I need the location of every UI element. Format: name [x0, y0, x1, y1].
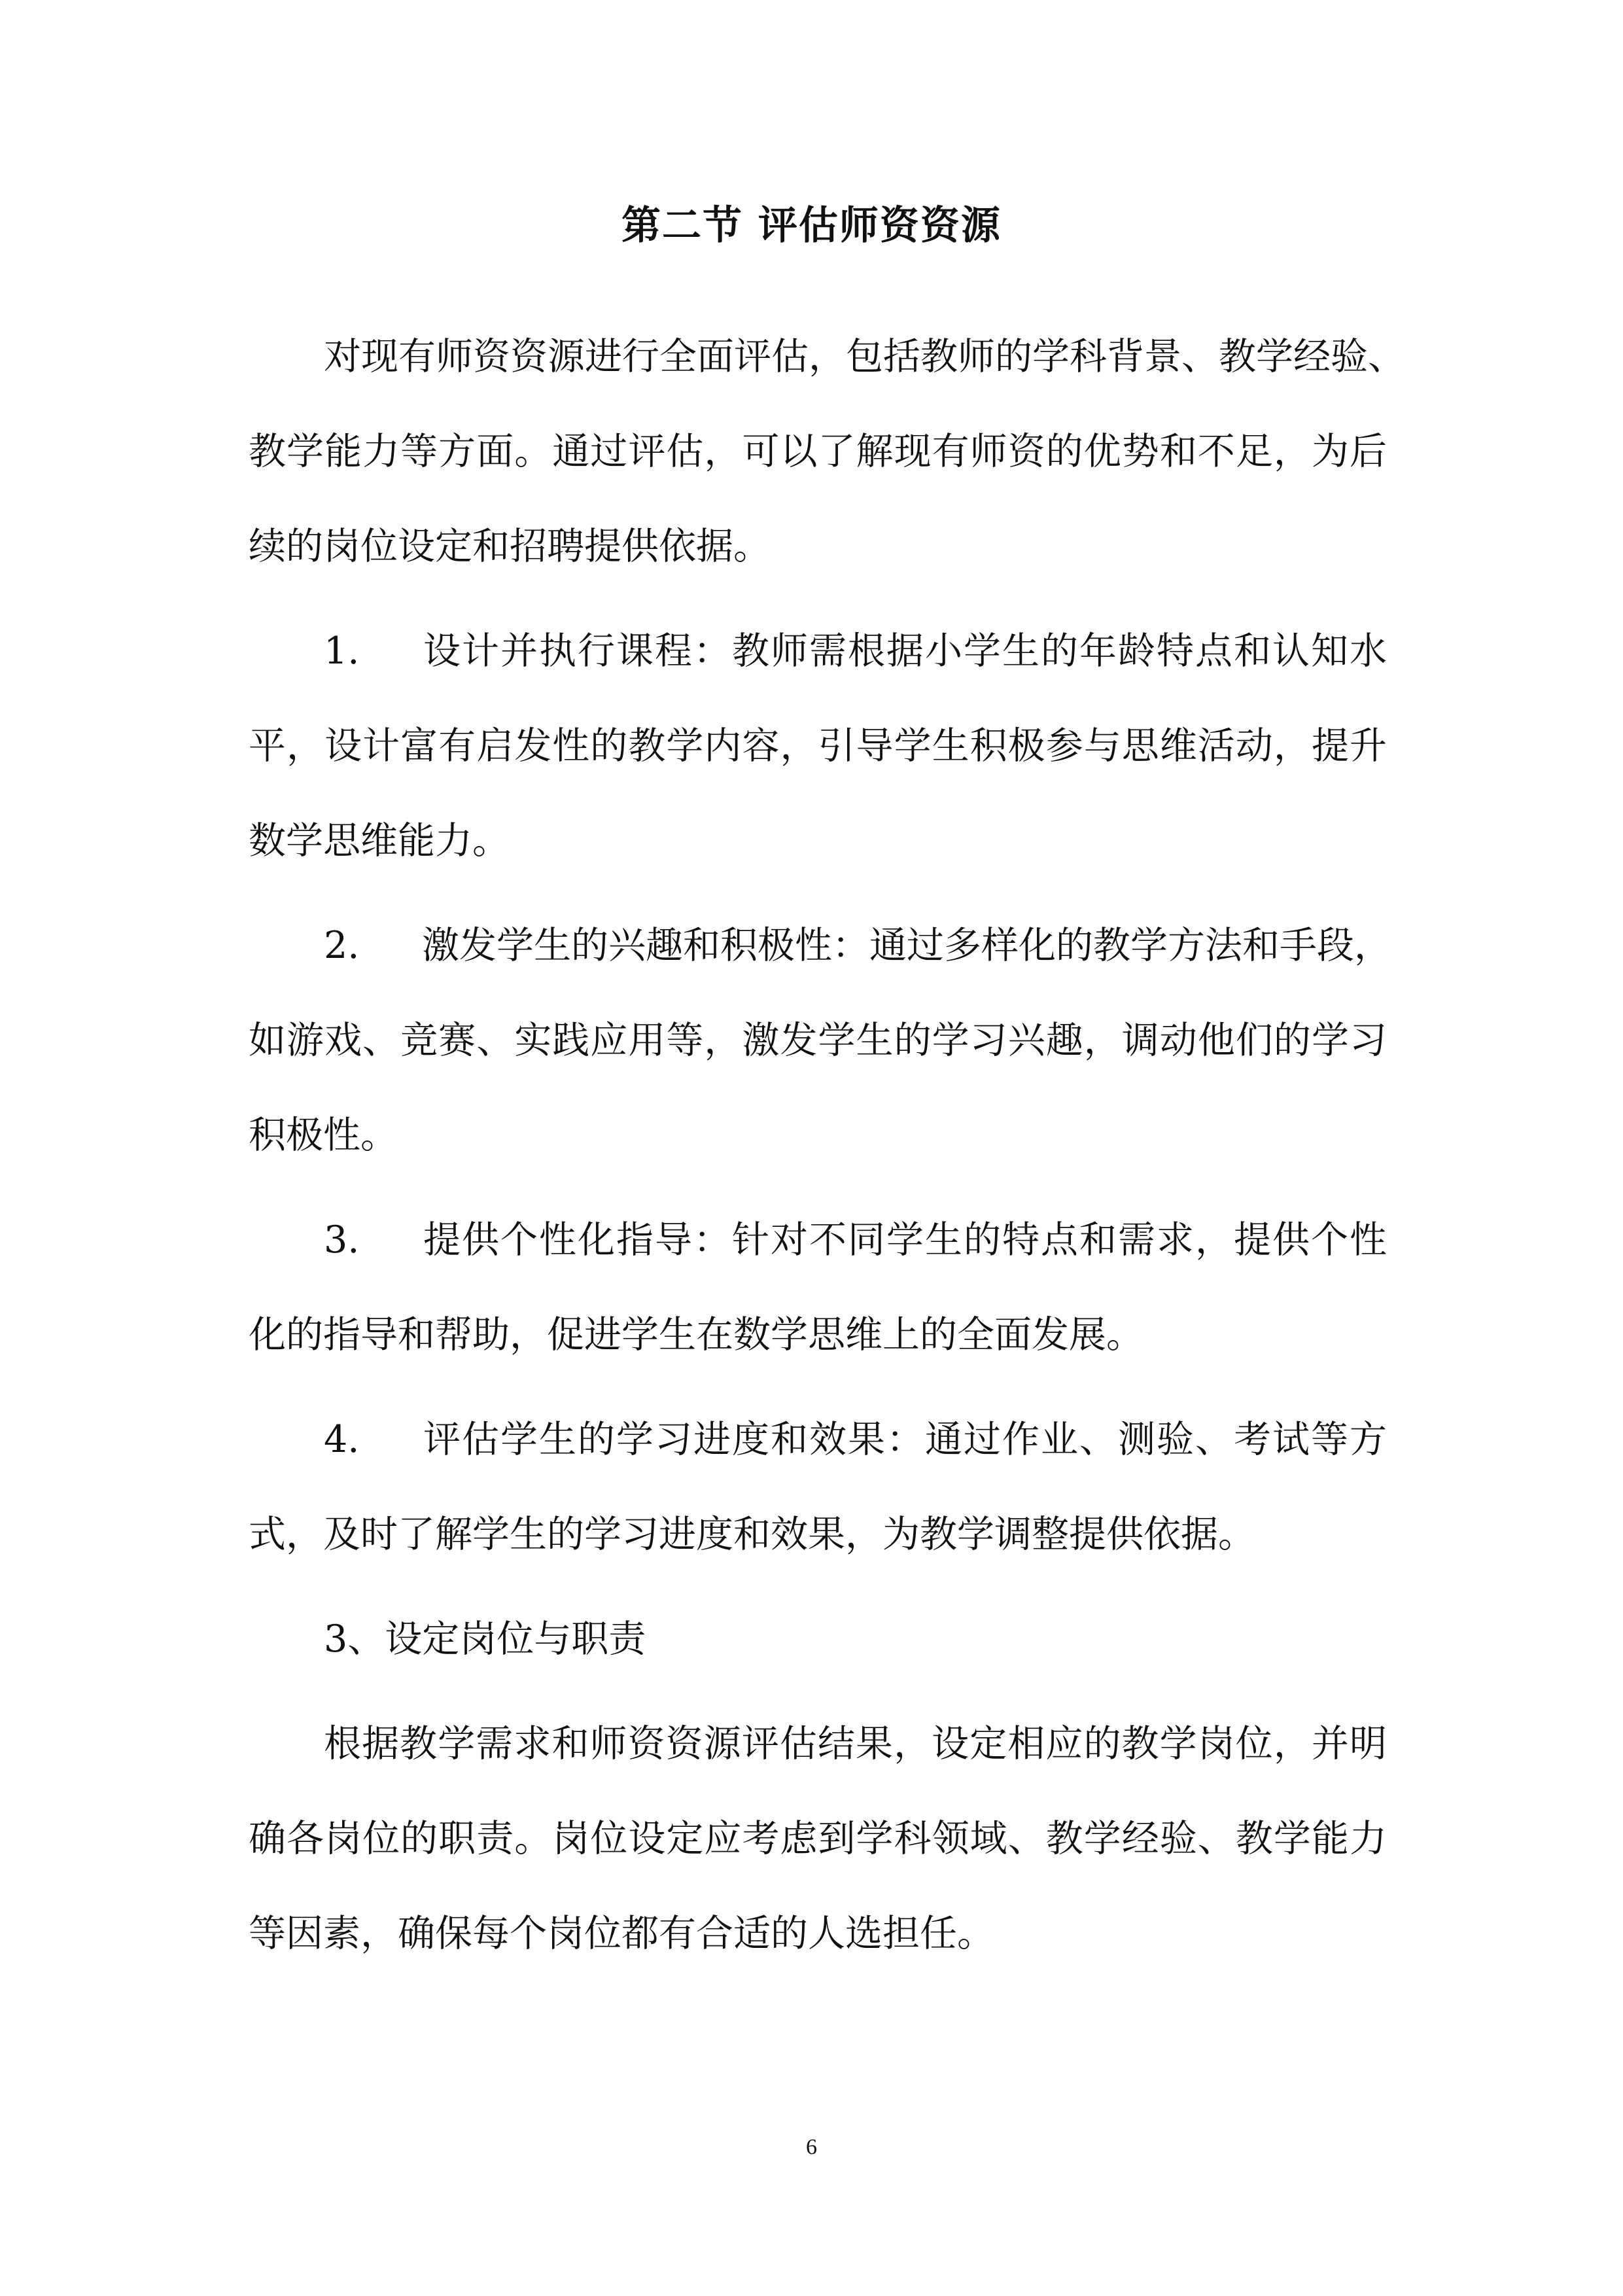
list-item-first-line: [249, 625, 1387, 677]
intro-line: 续的岗位设定和招聘提供依据。: [249, 525, 771, 568]
closing-line: 根据教学需求和师资资源评估结果，设定相应的教学岗位，并明: [324, 1722, 1387, 1765]
page-number: 6: [806, 2135, 817, 2159]
list-item-line: 如游戏、竞赛、实践应用等，激发学生的学习兴趣，调动他们的学习: [249, 1019, 1387, 1062]
list-item-text: 激发学生的兴趣和积极性：通过多样化的教学方法和手段，: [422, 924, 1391, 967]
closing-line: 等因素，确保每个岗位都有合适的人选担任。: [249, 1912, 994, 1955]
list-item-number: 1.: [324, 629, 360, 673]
intro-line: 对现有师资资源进行全面评估，包括教师的学科背景、教学经验、: [324, 335, 1405, 378]
closing-line: 确各岗位的职责。岗位设定应考虑到学科领域、教学经验、教学能力: [249, 1817, 1387, 1860]
list-item-first-line: [249, 1413, 1387, 1466]
list-item-line: 式，及时了解学生的学习进度和效果，为教学调整提供依据。: [249, 1513, 1255, 1556]
intro-line: 教学能力等方面。通过评估，可以了解现有师资的优势和不足，为后: [249, 430, 1387, 473]
list-item-number: 3.: [324, 1218, 360, 1262]
list-item-number: 4.: [324, 1418, 360, 1461]
list-item-text: 提供个性化指导：针对不同学生的特点和需求，提供个性: [422, 1218, 1387, 1262]
list-item-line: 化的指导和帮助，促进学生在数学思维上的全面发展。: [249, 1313, 1143, 1356]
list-item-line: 平，设计富有启发性的教学内容，引导学生积极参与思维活动，提升: [249, 724, 1387, 768]
list-item-text: 评估学生的学习进度和效果：通过作业、测验、考试等方: [422, 1418, 1387, 1461]
list-item-number: 2.: [324, 924, 360, 967]
list-item-line: 数学思维能力。: [249, 819, 510, 862]
list-item-first-line: [249, 1214, 1387, 1266]
list-item-first-line: [249, 919, 1391, 972]
section-title: 第二节 评估师资资源: [621, 203, 1002, 249]
subheading: 3、设定岗位与职责: [324, 1617, 646, 1661]
list-item-line: 积极性。: [249, 1114, 398, 1157]
list-item-text: 设计并执行课程：教师需根据小学生的年龄特点和认知水: [422, 629, 1387, 673]
